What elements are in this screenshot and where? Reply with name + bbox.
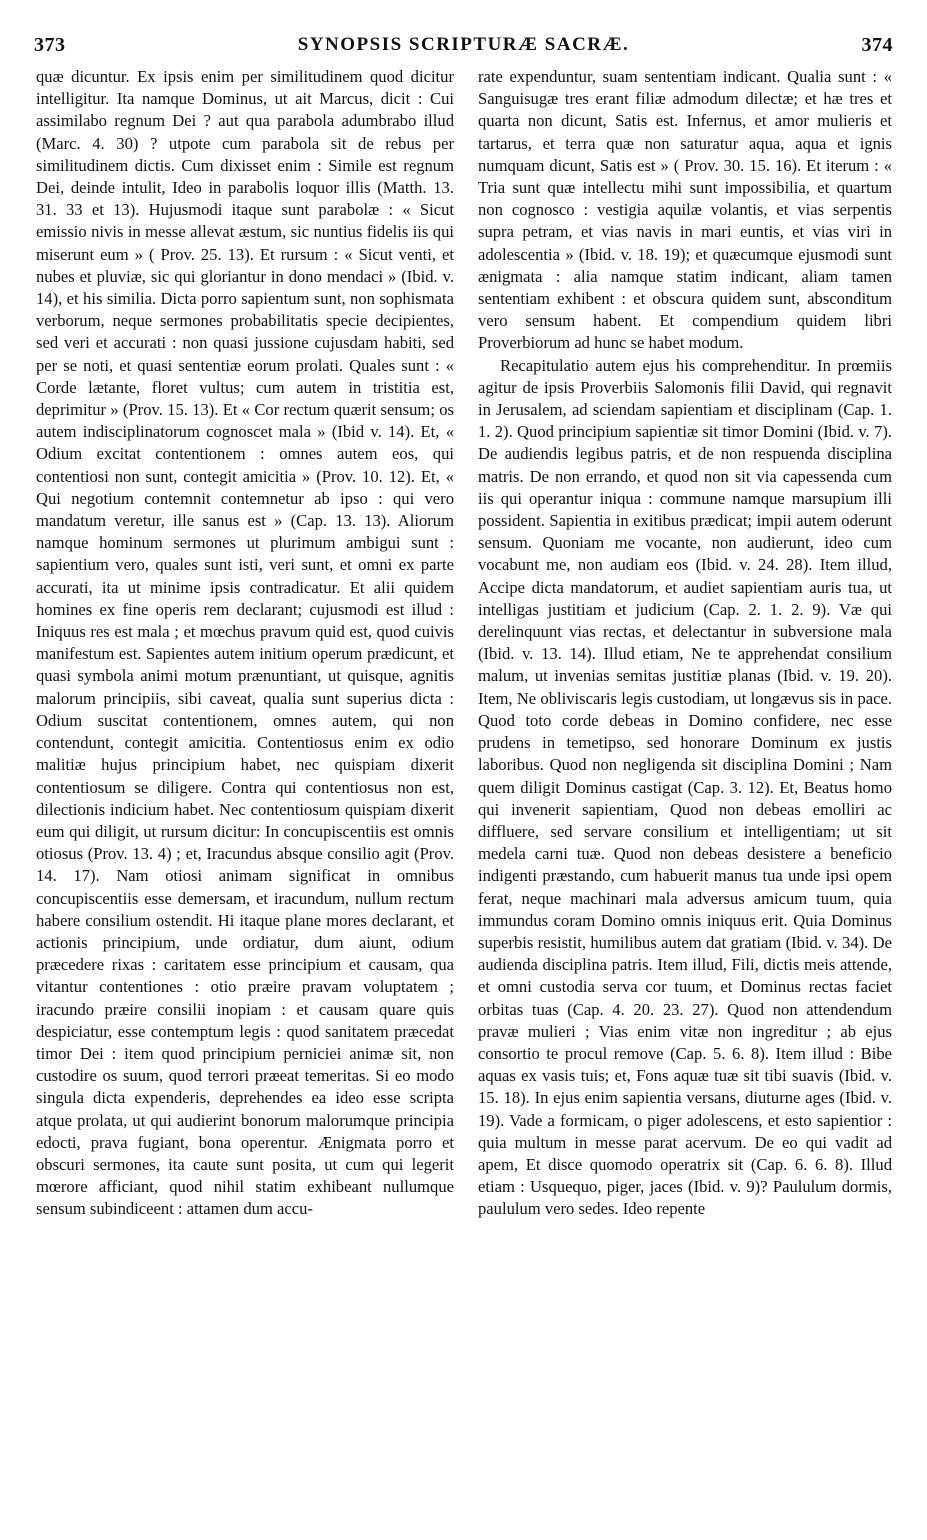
left-paragraph-1: quæ dicuntur. Ex ipsis enim per similitudinem quod dicitur intelligitur. Ita namque Dominus, ut ait Marcus, dicit : Cui assimilabo regnum Dei ? aut qua parabola adumbrabo illud (Marc. 4. 30) ? utpote cum parabola sit de rebus per similitudinem dictis. Cum dixisset enim : Simile est regnum Dei, deinde intulit, Ideo in parabolis loquor illis (Matth. 13. 31. 33 et 13). Hujusmodi itaque sunt parabolæ : « Sicut emissio nivis in messe allevat æstum, sic nuntius fidelis iis qui miserunt eum » ( Prov. 25. 13). Et rursum : « Sicut venti, et nubes et pluviæ, sic qui gloriantur in dono mendaci » (Ibid. v. 14), et his similia. Dicta porro sapientum sunt, non sophismata verborum, neque sermones probabilitatis specie decipientes, sed veri et accurati : non quasi jussione cujusdam habiti, sed per se noti, et quasi sententiæ eorum prolati. Quales sunt : « Corde lætante, floret vultus; cum autem in tristitia est, deprimitur » (Prov. 15. 13). Et « Cor rectum quærit sensum; os autem indisciplinatorum cognoscet mala » (Ibid v. 14). Et, « Odium excitat contentionem : omnes autem eos, qui contentiosi non sunt, contegit amicitia » (Prov. 10. 12). Et, « Qui negotium contemnit contemnetur ab ipso : qui vero mandatum veretur, ille sanus est » (Cap. 13. 13). Aliorum namque hominum sermones ut plurimum ambigui sunt : sapientium vero, quales sunt isti, veri sunt, et omni ex parte accurati, ita ut minime ipsis contradicatur. Et alii quidem homines ex fine operis rem declarant; cujusmodi est illud : Iniquus res est mala ; et mœchus pravum quid est, quod cuivis manifestum est. Sapientes autem initium operum prædicunt, et quasi symbola animi motum prænuntiant, ut quisque, agnitis malorum principiis, sibi caveat, qualia sunt superius dicta : Odium suscitat contentionem, omnes autem, qui non contendunt, contegit amicitia. Contentiosus enim ex odio malitiæ hujus principium habet, nec quispiam dixerit contentiosum se diligere. Contra qui contentiosus non est, dilectionis indicium habet. Nec contentiosum quispiam dixerit eum qui diligit, ut rursum dicitur: In concupiscentiis est omnis otiosus (Prov. 13. 4) ; et, Iracundus absque consilio agit (Prov. 14. 17). Nam otiosi animam significat in omnibus concupiscentiis esse demersam, et iracundum, nullum rectum habere consilium ostendit. Hi itaque plane mores declarant, et actionis principium, unde ordiatur, dum aiunt, odium præcedere rixas : caritatem esse principium et causam, qua vitantur contentiones : otio præire pravam voluptatem ; iracundo præire consilii inopiam : et causam quare quis despiciatur, esse contemptum legis : quod sanitatem præcedat timor Dei : item quod principium perniciei animæ sit, non custodire os suum, quod terrori præeat temeritas. Si eo modo singula dicta expenderis, deprehendes ea ideo esse scripta atque prolata, ut qui audierint bonorum malorumque principia edocti, prava fugiant, bona operentur. Ænigmata porro et obscuri sermones, ita caute sunt posita, ut cum qui legerit mœrore afficiant, quod nihil statim exhibeant nullumque sensum subindiceent : attamen dum accu- [36,67,454,1219]
right-paragraph-2: Recapitulatio autem ejus his comprehenditur. In prœmiis agitur de ipsis Proverbiis Salomonis filii David, qui regnavit in Jerusalem, ad sciendam sapientiam et disciplinam (Cap. 1. 1. 2). Quod principium sapientiæ sit timor Domini (Ibid. v. 7). De audiendis legibus patris, et de non respuenda disciplina matris. De non errando, et quod non sit via capessenda cum iis qui operantur iniqua : commune namque marsupium illi possident. Sapientia in exitibus prædicat; impii autem oderunt sensum. Quoniam me vocante, non audierunt, ideo cum vocabunt me, non audiam eos (Ibid. v. 24. 28). Item illud, Accipe dicta mandatorum, et audiet sapientiam auris tua, ut intelligas justitiam et judicium (Cap. 2. 1. 2. 9). Væ qui derelinquunt vias rectas, et delectantur in subversione mala (Ibid. v. 13. 14). Illud etiam, Ne te apprehendat consilium malum, ut invenias semitas justitiæ planas (Ibid. v. 19. 20). Item, Ne obliviscaris legis custodiam, ut longævus sis in pace. Quod toto corde debeas in Domino confidere, nec esse prudens in temetipso, sed honorare Dominum ex justis laboribus. Quod non negligenda sit disciplina Domini ; Nam quem diligit Dominus castigat (Cap. 3. 12). Et, Beatus homo qui invenerit sapientiam, Quod non debeas emolliri ac diffluere, sed servare consilium et intelligentiam; ut sit medela carni tuæ. Quod non debeas desistere a beneficio indigenti præstando, cum habuerit manus tua unde ipsi opem ferat, neque machinari mala adversus amicum tuum, quia immundus coram Domino omnis iniquus erit. Quia Dominus superbis resistit, humilibus autem dat gratiam (Ibid. v. 34). De audienda disciplina patris. Item illud, Fili, dictis meis attende, et omni custodia serva cor tuum, et Dominus rectas faciet orbitas tuas (Cap. 4. 20. 23. 27). Quod non attendendum pravæ mulieri ; Vias enim vitæ non ingreditur ; ab ejus consortio te procul remove (Cap. 5. 6. 8). Item illud : Bibe aquas ex vasis tuis; et, Fons aquæ tuæ sit tibi suavis (Ibid. v. 15. 18). In ejus enim sapientia versans, diuturne ages (Ibid. v. 19). Vade a formicam, o piger adolescens, et esto sapientior : quia multum in messe parat acervum. De eo qui vadit ad apem, Et disce quomodo operatrix sit (Cap. 6. 6. 8). Illud etiam : Usquequo, piger, jaces (Ibid. v. 9)? Paululum dormis, paululum vero sedes. Ideo repente [478,355,892,1219]
left-column [36,66,454,1221]
page-number-left: 373 [34,34,66,56]
running-title: SYNOPSIS SCRIPTURÆ SACRÆ. [297,34,630,55]
right-paragraph-1: rate expenduntur, suam sententiam indicant. Qualia sunt : « Sanguisugæ tres erant filiæ admodum dilectæ; et hæ tres et quarta non dicunt, Satis est. Infernus, et amor mulieris et tartarus, et terra quæ non saturatur aqua, aqua et ignis numquam dicunt, Satis est » ( Prov. 30. 15. 16). Et iterum : « Tria sunt quæ intellectu mihi sunt impossibilia, et quartum non cognosco : vestigia aquilæ volantis, et vias serpentis supra petram, et vias navis in mari euntis, et vias viri in adolescentia » (Ibid. v. 18. 19); et quæcumque ejusmodi sunt ænigmata : alia namque statim indicant, aliam tamen sententiam exhibent : et obscura quidem sunt, absconditum vero sensum habent. Et compendium quidem libri Proverbiorum ad hunc se habet modum. [478,67,892,353]
running-header [30,34,897,62]
page-number-right: 374 [861,34,893,56]
right-column [478,66,892,1221]
